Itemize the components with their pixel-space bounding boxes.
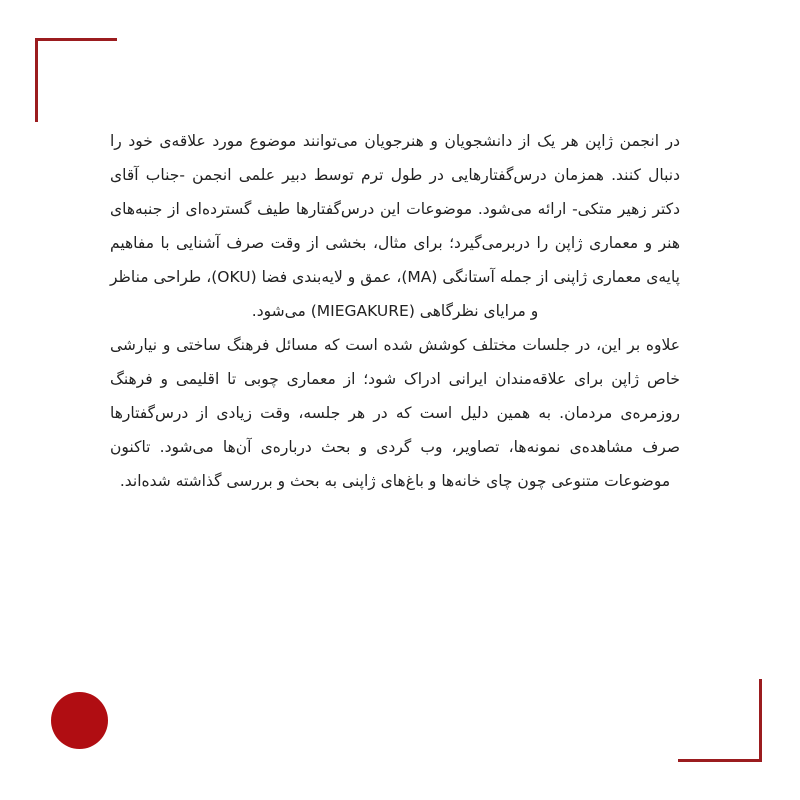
- top-left-corner-frame: [35, 38, 117, 122]
- paragraph-1: در انجمن ژاپن هر یک از دانشجویان و هنرجویان می‌توانند موضوع مورد علاقه‌ی خود را دنبال کنند. همزمان درس‌گفتارهایی در طول ترم توسط دبیر علمی انجمن -جناب آقای دکتر زهیر متکی- ارائه می‌شود. موضوعات این درس‌گفتارها طیف گسترده‌ای از جنبه‌های هنر و معماری ژاپن را دربرمی‌گیرد؛ برای مثال، بخشی از وقت صرف آشنایی با مفاهیم پایه‌ی معماری ژاپنی از جمله آستانگی (MA)، عمق و لایه‌بندی فضا (OKU)، طراحی مناظر و مرایای نظرگاهی (MIEGAKURE) می‌شود.: [110, 132, 680, 320]
- paragraph-2: علاوه بر این، در جلسات مختلف کوشش شده است که مسائل فرهنگ ساختی و نیارشی خاص ژاپن برای علاقه‌مندان ایرانی ادراک شود؛ از معماری چوبی تا اقلیمی و فرهنگ روزمره‌ی مردمان. به همین دلیل است که در هر جلسه، وقت زیادی از درس‌گفتارها صرف مشاهده‌ی نمونه‌ها، تصاویر، وب گردی و بحث درباره‌ی آن‌ها می‌شود. تاکنون موضوعات متنوعی چون چای خانه‌ها و باغ‌های ژاپنی به بحث و بررسی گذاشته شده‌اند.: [110, 336, 680, 490]
- red-dot: [51, 692, 108, 749]
- bottom-right-corner-frame: [678, 679, 762, 762]
- body-text: [110, 124, 680, 498]
